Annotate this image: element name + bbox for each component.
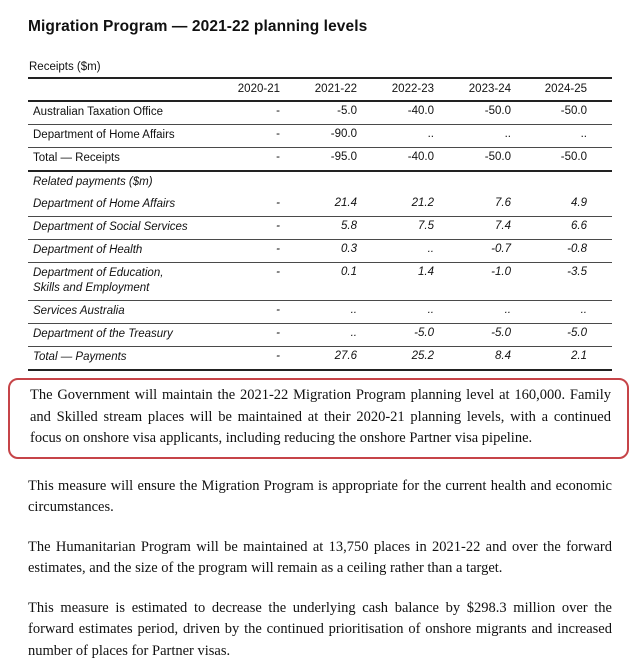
cell-value: -0.8	[511, 240, 612, 263]
cell-value: -5.0	[280, 101, 357, 125]
table-row	[28, 125, 612, 148]
table-row	[28, 217, 612, 240]
cell-value: -50.0	[434, 101, 511, 125]
highlight-box	[8, 378, 629, 459]
payments-rows	[28, 194, 612, 370]
cell-value: ..	[434, 125, 511, 148]
row-label: Department of Education, Skills and Employment	[28, 263, 203, 301]
cell-value: 0.3	[280, 240, 357, 263]
cell-value: ..	[357, 240, 434, 263]
cell-value: ..	[357, 301, 434, 324]
cell-value: -	[203, 101, 280, 125]
cell-value: 2.1	[511, 347, 612, 371]
cell-value: 7.5	[357, 217, 434, 240]
table-header-row	[28, 78, 612, 101]
cell-value: 7.4	[434, 217, 511, 240]
row-label: Australian Taxation Office	[28, 101, 203, 125]
cell-value: -50.0	[434, 148, 511, 172]
page-title: Migration Program — 2021-22 planning levels	[28, 18, 612, 36]
row-label: Department of Home Affairs	[28, 194, 203, 217]
year-header: 2021-22	[280, 78, 357, 101]
cell-value: -40.0	[357, 101, 434, 125]
cell-value: -3.5	[511, 263, 612, 301]
row-label: Department of Health	[28, 240, 203, 263]
year-header: 2020-21	[203, 78, 280, 101]
cell-value: 27.6	[280, 347, 357, 371]
year-header: 2022-23	[357, 78, 434, 101]
year-header: 2023-24	[434, 78, 511, 101]
cell-value: -50.0	[511, 148, 612, 172]
paragraph: This measure is estimated to decrease the underlying cash balance by $298.3 million over the forward estimates period, driven by the continued prioritisation of onshore migrants and increased number of places for Partner visas.	[28, 598, 612, 662]
receipts-rows	[28, 101, 612, 171]
cell-value: 7.6	[434, 194, 511, 217]
cell-value: ..	[434, 301, 511, 324]
cell-value: ..	[280, 301, 357, 324]
highlighted-paragraph: The Government will maintain the 2021-22 Migration Program planning level at 160,000. Family and Skilled stream places will be maintained at their 2020-21 planning levels, with a continued focus on onshore visa applicants, including reducing the onshore Partner visa pipeline.	[30, 385, 611, 450]
cell-value: 5.8	[280, 217, 357, 240]
cell-value: 0.1	[280, 263, 357, 301]
table-row	[28, 240, 612, 263]
cell-value: -	[203, 125, 280, 148]
table-row	[28, 148, 612, 172]
cell-value: ..	[357, 125, 434, 148]
cell-value: -40.0	[357, 148, 434, 172]
table-row	[28, 194, 612, 217]
cell-value: -5.0	[511, 324, 612, 347]
cell-value: -90.0	[280, 125, 357, 148]
cell-value: 25.2	[357, 347, 434, 371]
cell-value: -50.0	[511, 101, 612, 125]
cell-value: -	[203, 324, 280, 347]
table-row	[28, 324, 612, 347]
row-label: Services Australia	[28, 301, 203, 324]
row-label: Department of Social Services	[28, 217, 203, 240]
cell-value: 8.4	[434, 347, 511, 371]
cell-value: -	[203, 301, 280, 324]
cell-value: -5.0	[434, 324, 511, 347]
cell-value: ..	[511, 125, 612, 148]
header-spacer	[28, 78, 203, 101]
payments-section	[28, 171, 612, 194]
receipts-section-label: Receipts ($m)	[28, 61, 612, 77]
cell-value: -0.7	[434, 240, 511, 263]
cell-value: 4.9	[511, 194, 612, 217]
cell-value: -	[203, 217, 280, 240]
payments-section-label: Related payments ($m)	[28, 171, 612, 194]
cell-value: -	[203, 194, 280, 217]
cell-value: -1.0	[434, 263, 511, 301]
cell-value: 1.4	[357, 263, 434, 301]
row-label: Total — Receipts	[28, 148, 203, 172]
cell-value: -	[203, 263, 280, 301]
table-row	[28, 101, 612, 125]
cell-value: -	[203, 347, 280, 371]
cell-value: -95.0	[280, 148, 357, 172]
row-label: Department of the Treasury	[28, 324, 203, 347]
fiscal-table	[28, 77, 612, 371]
body-copy	[28, 378, 612, 662]
cell-value: ..	[511, 301, 612, 324]
cell-value: -	[203, 148, 280, 172]
cell-value: 21.2	[357, 194, 434, 217]
paragraph: This measure will ensure the Migration Program is appropriate for the current health and economic circumstances.	[28, 476, 612, 519]
paragraph: The Humanitarian Program will be maintained at 13,750 places in 2021-22 and over the forward estimates, and the size of the program will remain as a ceiling rather than a target.	[28, 537, 612, 580]
year-header: 2024-25	[511, 78, 612, 101]
payments-section-row	[28, 171, 612, 194]
table-row	[28, 301, 612, 324]
cell-value: 6.6	[511, 217, 612, 240]
row-label: Department of Home Affairs	[28, 125, 203, 148]
cell-value: 21.4	[280, 194, 357, 217]
cell-value: -	[203, 240, 280, 263]
row-label: Total — Payments	[28, 347, 203, 371]
table-row	[28, 263, 612, 301]
table-row	[28, 347, 612, 371]
cell-value: -5.0	[357, 324, 434, 347]
cell-value: ..	[280, 324, 357, 347]
